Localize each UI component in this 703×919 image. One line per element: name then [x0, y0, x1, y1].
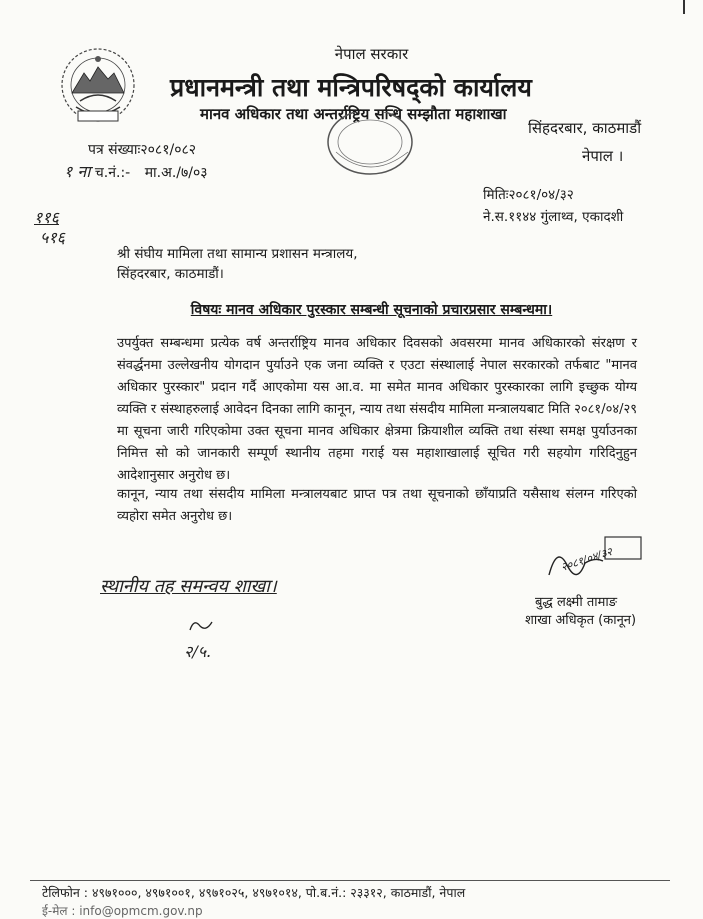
initials-mark: [184, 616, 244, 660]
handwritten-mark-2: ११६: [34, 208, 59, 227]
signature-date: २०८१/०४/३२: [559, 545, 614, 574]
dispatch-number: [64, 160, 208, 182]
office-stamp-icon: [318, 112, 418, 182]
signer-title: शाखा अधिकृत (कानून): [525, 613, 637, 628]
initials-scribble-icon: [184, 616, 224, 634]
initials-text: २/५.: [184, 642, 212, 661]
footer-divider: [30, 880, 670, 881]
dispatch-value: मा.अ./७/०३: [144, 165, 208, 181]
body-paragraph-1: उपर्युक्त सम्बन्धमा प्रत्येक वर्ष अन्तर्राष्ट्रिय मानव अधिकार दिवसको अवसरमा मानव अधिकारको संरक्षण र संवर्द्धनमा उल्लेखनीय योगदान पुर्याउने एक जना व्यक्ति र एउटा संस्थालाई नेपाल सरकारको तर्फबाट "मानव अधिकार पुरस्कार" प्रदान गर्दै आएकोमा यस आ.व. मा समेत मानव अधिकार पुरस्कारका लागि इच्छुक योग्य व्यक्ति र संस्थाहरुलाई आवेदन दिनका लागि कानून, न्याय तथा संसदीय मामिला मन्त्रालयबाट मिति २०८१/०४/२९ मा सूचना जारी गरिएकोमा उक्त सूचना मानव अधिकार क्षेत्रमा क्रियाशील व्यक्ति तथा संस्था समक्ष पुर्याउनका निमित्त सो को जानकारी सम्पूर्ण स्थानीय तहमा गराई यस महाशाखालाई सूचित गरी सहयोग गरिदिनुहुन आदेशानुसार अनुरोध छ।: [117, 336, 637, 483]
dispatch-label: च.नं.:-: [94, 165, 131, 181]
scan-edge-mark: [683, 0, 691, 14]
recipient-line-1: श्री संघीय मामिला तथा सामान्य प्रशासन मन्त्रालय,: [117, 246, 358, 262]
date-bs: मितिः२०८१/०४/३२: [483, 187, 574, 203]
handwritten-routing-note: स्थानीय तह समन्वय शाखा।: [100, 576, 277, 597]
recipient-line-2: सिंहदरबार, काठमाडौं।: [117, 266, 224, 282]
office-title: प्रधानमन्त्री तथा मन्त्रिपरिषद्को कार्यालय: [170, 73, 532, 102]
footer-email: ई-मेल : info@opmcm.gov.np: [42, 904, 203, 918]
letter-number: पत्र संख्याः२०८१/०८२: [88, 142, 197, 158]
address-line-1: सिंहदरबार, काठमाडौं: [528, 119, 642, 137]
signer-name: बुद्ध लक्ष्मी तामाङ: [535, 595, 618, 610]
footer-contact: टेलिफोन : ४९७१०००, ४९७१००१, ४९७१०२५, ४९७१०१४, पो.ब.नं.: २३३१२, काठमाडौं, नेपाल: [42, 885, 466, 900]
subject-line: विषयः मानव अधिकार पुरस्कार सम्बन्धी सूचनाको प्रचारप्रसार सम्बन्धमा।: [190, 302, 553, 318]
division-title: मानव अधिकार तथा अन्तर्राष्ट्रिय सन्धि सम्झौता महाशाखा: [200, 105, 507, 123]
body-paragraph-2: कानून, न्याय तथा संसदीय मामिला मन्त्रालयबाट प्राप्त पत्र तथा सूचनाको छाँयाप्रति यसैसाथ संलग्न गरिएको व्यहोरा समेत अनुरोध छ।: [117, 487, 637, 524]
date-nepal-sambat: ने.स.११४४ गुंलाथ्व, एकादशी: [483, 209, 624, 225]
handwritten-mark-1: १ ना: [64, 162, 91, 181]
handwritten-mark-3: ५१६: [40, 228, 65, 247]
address-line-2: नेपाल ।: [582, 147, 624, 165]
government-title: नेपाल सरकार: [334, 45, 409, 63]
